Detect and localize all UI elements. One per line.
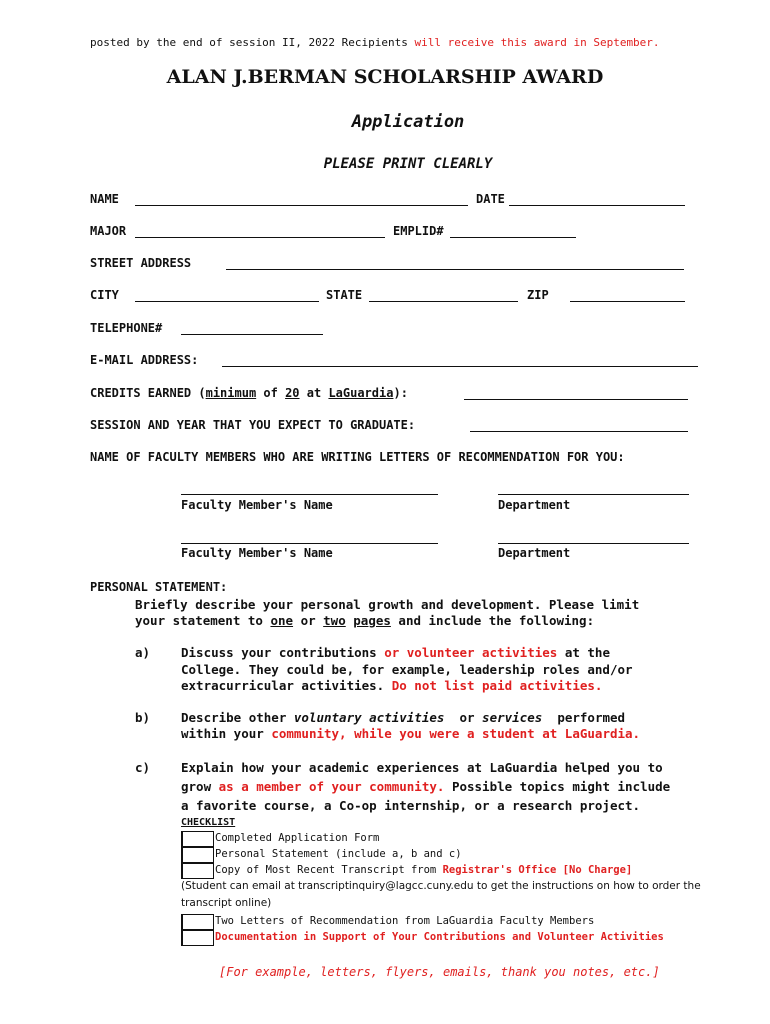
checklist-item-transcript bbox=[215, 864, 632, 876]
department-caption-2: Department bbox=[498, 546, 571, 560]
credits-field[interactable] bbox=[464, 399, 688, 400]
transcript-note-line2: transcript online) bbox=[181, 897, 272, 909]
example-note: [For example, letters, flyers, emails, thank you notes, etc.] bbox=[219, 965, 660, 979]
checklist-item-application: Completed Application Form bbox=[215, 832, 380, 844]
item-b-red: community, while you were a student at LaGuardia. bbox=[271, 726, 641, 741]
transcript-note-line1: (Student can email at transcriptinquiry@lagcc.cuny.edu to get the instructions on how to order the bbox=[181, 880, 701, 892]
city-field[interactable] bbox=[135, 301, 319, 302]
checkbox-documentation[interactable] bbox=[181, 930, 214, 946]
graduate-field[interactable] bbox=[470, 431, 688, 432]
intro-text: your statement to bbox=[135, 613, 271, 628]
header-note-red: will receive this award in September. bbox=[414, 36, 660, 49]
department-field-2[interactable] bbox=[498, 543, 689, 544]
name-label: NAME bbox=[90, 192, 119, 206]
checkbox-transcript[interactable] bbox=[181, 863, 214, 879]
credits-text-of: of bbox=[256, 386, 286, 400]
zip-field[interactable] bbox=[570, 301, 685, 302]
credits-text-at: at bbox=[299, 386, 329, 400]
faculty-name-caption-1: Faculty Member's Name bbox=[181, 498, 333, 512]
statement-heading: PERSONAL STATEMENT: bbox=[90, 580, 228, 594]
item-c-text: grow bbox=[181, 779, 219, 794]
telephone-field[interactable] bbox=[181, 334, 323, 335]
item-b-line1 bbox=[181, 710, 625, 725]
department-caption-1: Department bbox=[498, 498, 571, 512]
faculty-name-caption-2: Faculty Member's Name bbox=[181, 546, 333, 560]
street-label: STREET ADDRESS bbox=[90, 256, 192, 270]
item-b-italic2: services bbox=[482, 710, 543, 725]
credits-text-end: ): bbox=[393, 386, 408, 400]
item-b-or: or bbox=[444, 710, 483, 725]
date-label: DATE bbox=[476, 192, 505, 206]
transcript-text: Copy of Most Recent Transcript from bbox=[215, 864, 443, 876]
item-b-performed: performed bbox=[542, 710, 626, 725]
checklist-item-documentation: Documentation in Support of Your Contributions and Volunteer Activities bbox=[215, 931, 664, 943]
item-a-line1 bbox=[181, 645, 610, 660]
major-label: MAJOR bbox=[90, 224, 127, 238]
graduate-label: SESSION AND YEAR THAT YOU EXPECT TO GRADUATE: bbox=[90, 418, 416, 432]
major-field[interactable] bbox=[135, 237, 385, 238]
item-c-text-end: Possible topics might include bbox=[444, 779, 671, 794]
item-a-line2: College. They could be, for example, leadership roles and/or bbox=[181, 662, 633, 677]
item-c-line2 bbox=[181, 779, 670, 794]
credits-label bbox=[90, 386, 408, 400]
item-b-line2 bbox=[181, 726, 640, 741]
item-b-italic1: voluntary activities bbox=[293, 710, 445, 725]
header-note bbox=[90, 36, 660, 49]
faculty-heading: NAME OF FACULTY MEMBERS WHO ARE WRITING LETTERS OF RECOMMENDATION FOR YOU: bbox=[90, 450, 625, 464]
street-field[interactable] bbox=[226, 269, 684, 270]
registrar-red: Registrar's Office [No Charge] bbox=[442, 864, 633, 876]
credits-laguardia: LaGuardia bbox=[328, 386, 394, 400]
intro-pages: pages bbox=[353, 613, 391, 628]
statement-intro-line2 bbox=[135, 613, 594, 628]
telephone-label: TELEPHONE# bbox=[90, 321, 163, 335]
name-field[interactable] bbox=[135, 205, 468, 206]
date-field[interactable] bbox=[509, 205, 685, 206]
item-c-line3: a favorite course, a Co-op internship, or a research project. bbox=[181, 798, 641, 813]
intro-one: one bbox=[270, 613, 294, 628]
item-b-text: Describe other bbox=[181, 710, 294, 725]
zip-label: ZIP bbox=[527, 288, 549, 302]
emplid-field[interactable] bbox=[450, 237, 576, 238]
item-b-label: b) bbox=[135, 710, 151, 725]
item-a-red: or volunteer activities bbox=[384, 645, 558, 660]
credits-text: CREDITS EARNED ( bbox=[90, 386, 206, 400]
item-a-text: Discuss your contributions bbox=[181, 645, 385, 660]
intro-rest: and include the following: bbox=[390, 613, 595, 628]
print-instruction: PLEASE PRINT CLEARLY bbox=[323, 156, 493, 172]
statement-intro-line1: Briefly describe your personal growth and development. Please limit bbox=[135, 597, 640, 612]
checklist-title: CHECKLIST bbox=[181, 817, 236, 828]
state-label: STATE bbox=[326, 288, 363, 302]
item-b-text2: within your bbox=[181, 726, 272, 741]
page-subtitle: Application bbox=[351, 112, 465, 132]
intro-or: or bbox=[293, 613, 324, 628]
item-c-red: as a member of your community. bbox=[218, 779, 445, 794]
credits-number: 20 bbox=[285, 386, 300, 400]
checkbox-letters[interactable] bbox=[181, 914, 214, 930]
item-a-text-end: at the bbox=[557, 645, 610, 660]
item-c-line1: Explain how your academic experiences at LaGuardia helped you to bbox=[181, 760, 663, 775]
email-label: E-MAIL ADDRESS: bbox=[90, 353, 199, 367]
faculty-name-field-2[interactable] bbox=[181, 543, 438, 544]
intro-two: two bbox=[323, 613, 346, 628]
emplid-label: EMPLID# bbox=[393, 224, 444, 238]
checklist-item-statement: Personal Statement (include a, b and c) bbox=[215, 848, 462, 860]
faculty-name-field-1[interactable] bbox=[181, 494, 438, 495]
checklist-item-letters: Two Letters of Recommendation from LaGuardia Faculty Members bbox=[215, 915, 595, 927]
state-field[interactable] bbox=[369, 301, 518, 302]
email-field[interactable] bbox=[222, 366, 698, 367]
page-title: ALAN J.BERMAN SCHOLARSHIP AWARD bbox=[166, 66, 604, 88]
header-note-text: posted by the end of session II, 2022 Recipients bbox=[90, 36, 415, 49]
checkbox-application[interactable] bbox=[181, 831, 214, 847]
item-a-line3 bbox=[181, 678, 602, 693]
item-c-label: c) bbox=[135, 760, 151, 775]
department-field-1[interactable] bbox=[498, 494, 689, 495]
item-a-label: a) bbox=[135, 645, 151, 660]
credits-minimum: minimum bbox=[205, 386, 257, 400]
checkbox-statement[interactable] bbox=[181, 847, 214, 863]
city-label: CITY bbox=[90, 288, 119, 302]
item-a-red3: Do not list paid activities. bbox=[391, 678, 603, 693]
item-a-text3: extracurricular activities. bbox=[181, 678, 392, 693]
